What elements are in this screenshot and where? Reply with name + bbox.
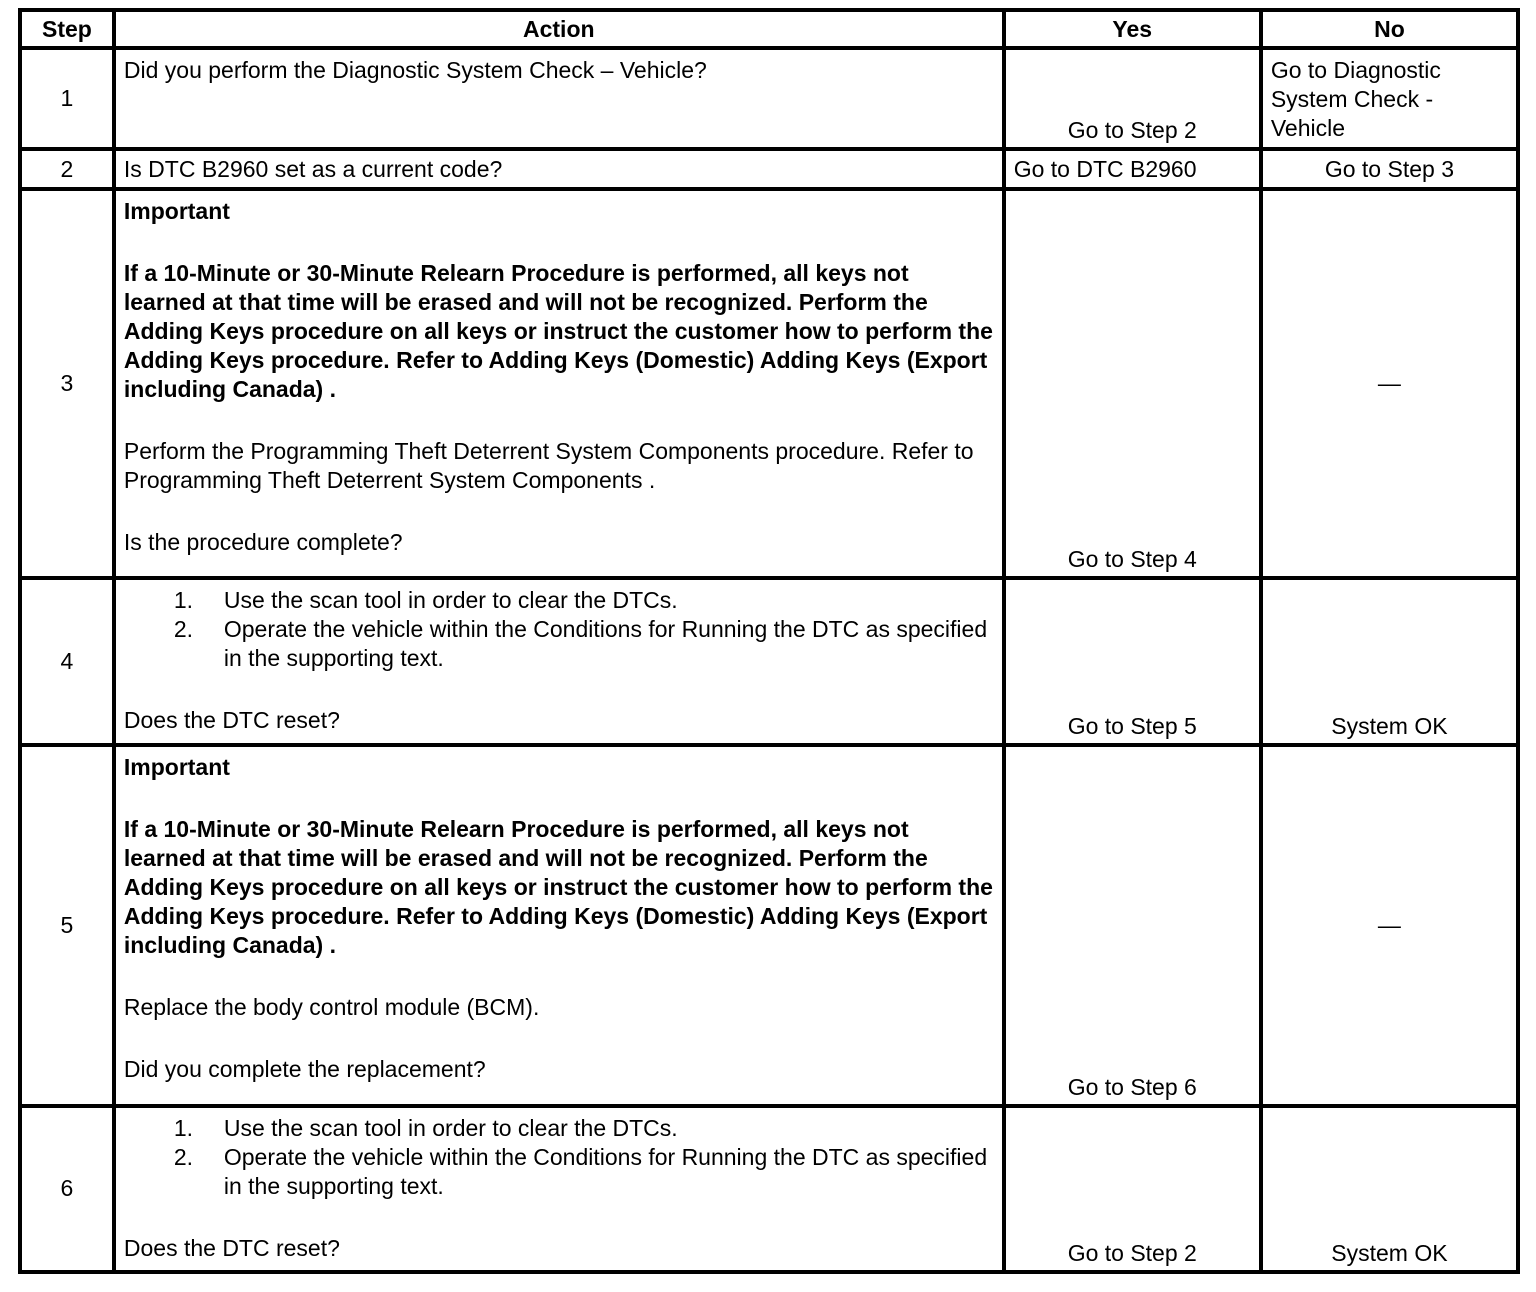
no-cell: — bbox=[1261, 189, 1518, 578]
action-question: Did you complete the replacement? bbox=[123, 1055, 486, 1082]
action-question: Is DTC B2960 set as a current code? bbox=[123, 155, 503, 182]
table-row bbox=[20, 1106, 1518, 1272]
step-number: 5 bbox=[20, 745, 114, 1106]
yes-cell: Go to Step 2 bbox=[1004, 48, 1261, 149]
step-number: 6 bbox=[20, 1106, 114, 1272]
list-item bbox=[174, 1143, 994, 1201]
yes-cell: Go to Step 4 bbox=[1004, 189, 1261, 578]
instruction-text: Replace the body control module (BCM). bbox=[123, 993, 540, 1020]
action-question: Did you perform the Diagnostic System Check – Vehicle? bbox=[123, 57, 707, 83]
list-item bbox=[174, 1114, 994, 1143]
action-cell bbox=[114, 1106, 1004, 1272]
table-row bbox=[20, 149, 1518, 189]
no-cell: System OK bbox=[1261, 1106, 1518, 1272]
diagnostic-table bbox=[18, 8, 1520, 1274]
no-cell: Go to Step 3 bbox=[1261, 149, 1518, 189]
header-action: Action bbox=[114, 10, 1004, 48]
no-cell: System OK bbox=[1261, 578, 1518, 744]
procedure-list bbox=[124, 1114, 994, 1201]
yes-cell: Go to Step 6 bbox=[1004, 745, 1261, 1106]
step-number: 4 bbox=[20, 578, 114, 744]
yes-cell: Go to Step 5 bbox=[1004, 578, 1261, 744]
instruction-text: Perform the Programming Theft Deterrent System Components procedure. Refer to Programming Theft Deterrent System Components . bbox=[123, 438, 974, 494]
list-text: Operate the vehicle within the Conditions for Running the DTC as specified in the supporting text. bbox=[223, 616, 988, 672]
header-no: No bbox=[1261, 10, 1518, 48]
no-cell: Go to Diagnostic System Check - Vehicle bbox=[1261, 48, 1518, 149]
step-number: 1 bbox=[20, 48, 114, 149]
action-cell bbox=[114, 578, 1004, 744]
list-text: Operate the vehicle within the Conditions for Running the DTC as specified in the supporting text. bbox=[223, 1143, 988, 1199]
list-number: 2. bbox=[173, 616, 194, 643]
header-step: Step bbox=[20, 10, 114, 48]
action-question: Does the DTC reset? bbox=[123, 707, 340, 734]
no-cell: — bbox=[1261, 745, 1518, 1106]
header-row bbox=[20, 10, 1518, 48]
table-row bbox=[20, 745, 1518, 1106]
action-question: Does the DTC reset? bbox=[123, 1234, 340, 1261]
important-text: If a 10-Minute or 30-Minute Relearn Procedure is performed, all keys not learned at that time will be erased and will not be recognized. Perform the Adding Keys procedure on all keys or instruct the customer how to perform the Adding Keys procedure. Refer to Adding Keys (Domestic) Adding Keys (Export including Canada) . bbox=[123, 815, 993, 958]
list-number: 1. bbox=[173, 1114, 194, 1141]
important-text: If a 10-Minute or 30-Minute Relearn Procedure is performed, all keys not learned at that time will be erased and will not be recognized. Perform the Adding Keys procedure on all keys or instruct the customer how to perform the Adding Keys procedure. Refer to Adding Keys (Domestic) Adding Keys (Export including Canada) . bbox=[123, 260, 993, 403]
list-item bbox=[174, 615, 994, 673]
action-cell bbox=[114, 745, 1004, 1106]
table-row bbox=[20, 48, 1518, 149]
table-row bbox=[20, 189, 1518, 578]
list-number: 2. bbox=[173, 1143, 194, 1170]
list-text: Use the scan tool in order to clear the DTCs. bbox=[223, 1114, 678, 1141]
action-question: Is the procedure complete? bbox=[123, 529, 403, 556]
important-title: Important bbox=[123, 198, 230, 225]
list-number: 1. bbox=[173, 587, 194, 614]
header-yes: Yes bbox=[1004, 10, 1261, 48]
step-number: 3 bbox=[20, 189, 114, 578]
important-title: Important bbox=[123, 753, 230, 780]
action-cell bbox=[114, 48, 1004, 149]
step-number: 2 bbox=[20, 149, 114, 189]
yes-cell: Go to Step 2 bbox=[1004, 1106, 1261, 1272]
action-cell bbox=[114, 149, 1004, 189]
list-text: Use the scan tool in order to clear the DTCs. bbox=[223, 587, 678, 614]
action-cell bbox=[114, 189, 1004, 578]
yes-cell: Go to DTC B2960 bbox=[1004, 149, 1261, 189]
table-row bbox=[20, 578, 1518, 744]
procedure-list bbox=[124, 586, 994, 673]
list-item bbox=[174, 586, 994, 615]
